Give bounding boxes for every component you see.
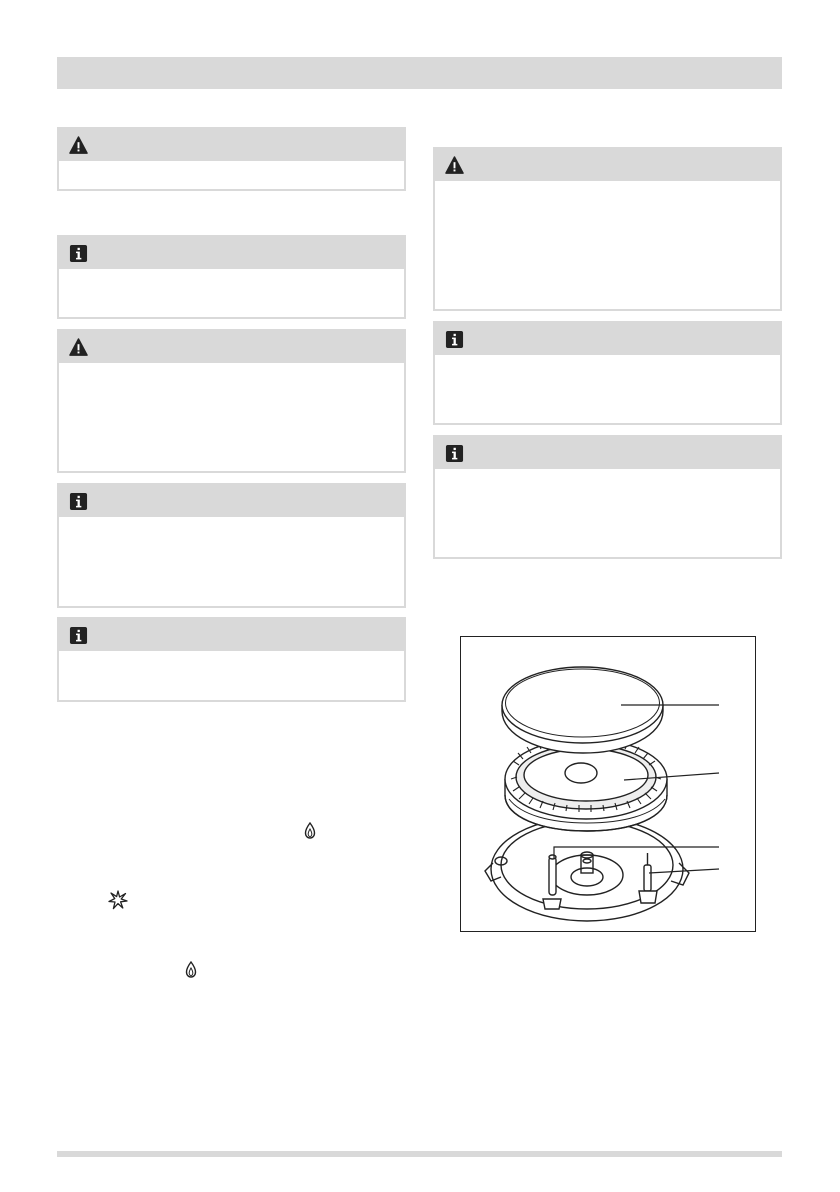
warning-triangle-icon xyxy=(445,156,464,175)
warning-box-1 xyxy=(57,127,406,191)
flame-icon xyxy=(185,961,197,978)
info-box-header xyxy=(59,485,404,517)
warning-box-header xyxy=(435,149,780,181)
burner-cap xyxy=(502,667,663,753)
warning-box-3 xyxy=(433,147,782,311)
info-box-4 xyxy=(433,321,782,425)
info-box-1 xyxy=(57,235,406,319)
info-icon xyxy=(69,626,88,645)
info-box-header xyxy=(435,437,780,469)
info-box-header xyxy=(59,619,404,651)
ignition-spark-icon xyxy=(108,890,128,910)
info-box-header xyxy=(59,237,404,269)
warning-box-header xyxy=(59,331,404,363)
info-icon xyxy=(445,330,464,349)
warning-box-2 xyxy=(57,329,406,473)
flame-icon xyxy=(304,822,316,839)
warning-triangle-icon xyxy=(69,136,88,155)
burner-base xyxy=(485,817,689,921)
info-icon xyxy=(445,444,464,463)
info-box-2 xyxy=(57,483,406,608)
info-box-3 xyxy=(57,617,406,702)
info-box-5 xyxy=(433,435,782,559)
header-band xyxy=(57,57,782,89)
warning-box-header xyxy=(59,129,404,161)
info-box-header xyxy=(435,323,780,355)
info-icon xyxy=(69,492,88,511)
warning-triangle-icon xyxy=(69,338,88,357)
burner-assembly-figure xyxy=(460,636,756,932)
info-icon xyxy=(69,244,88,263)
footer-band xyxy=(57,1151,782,1157)
